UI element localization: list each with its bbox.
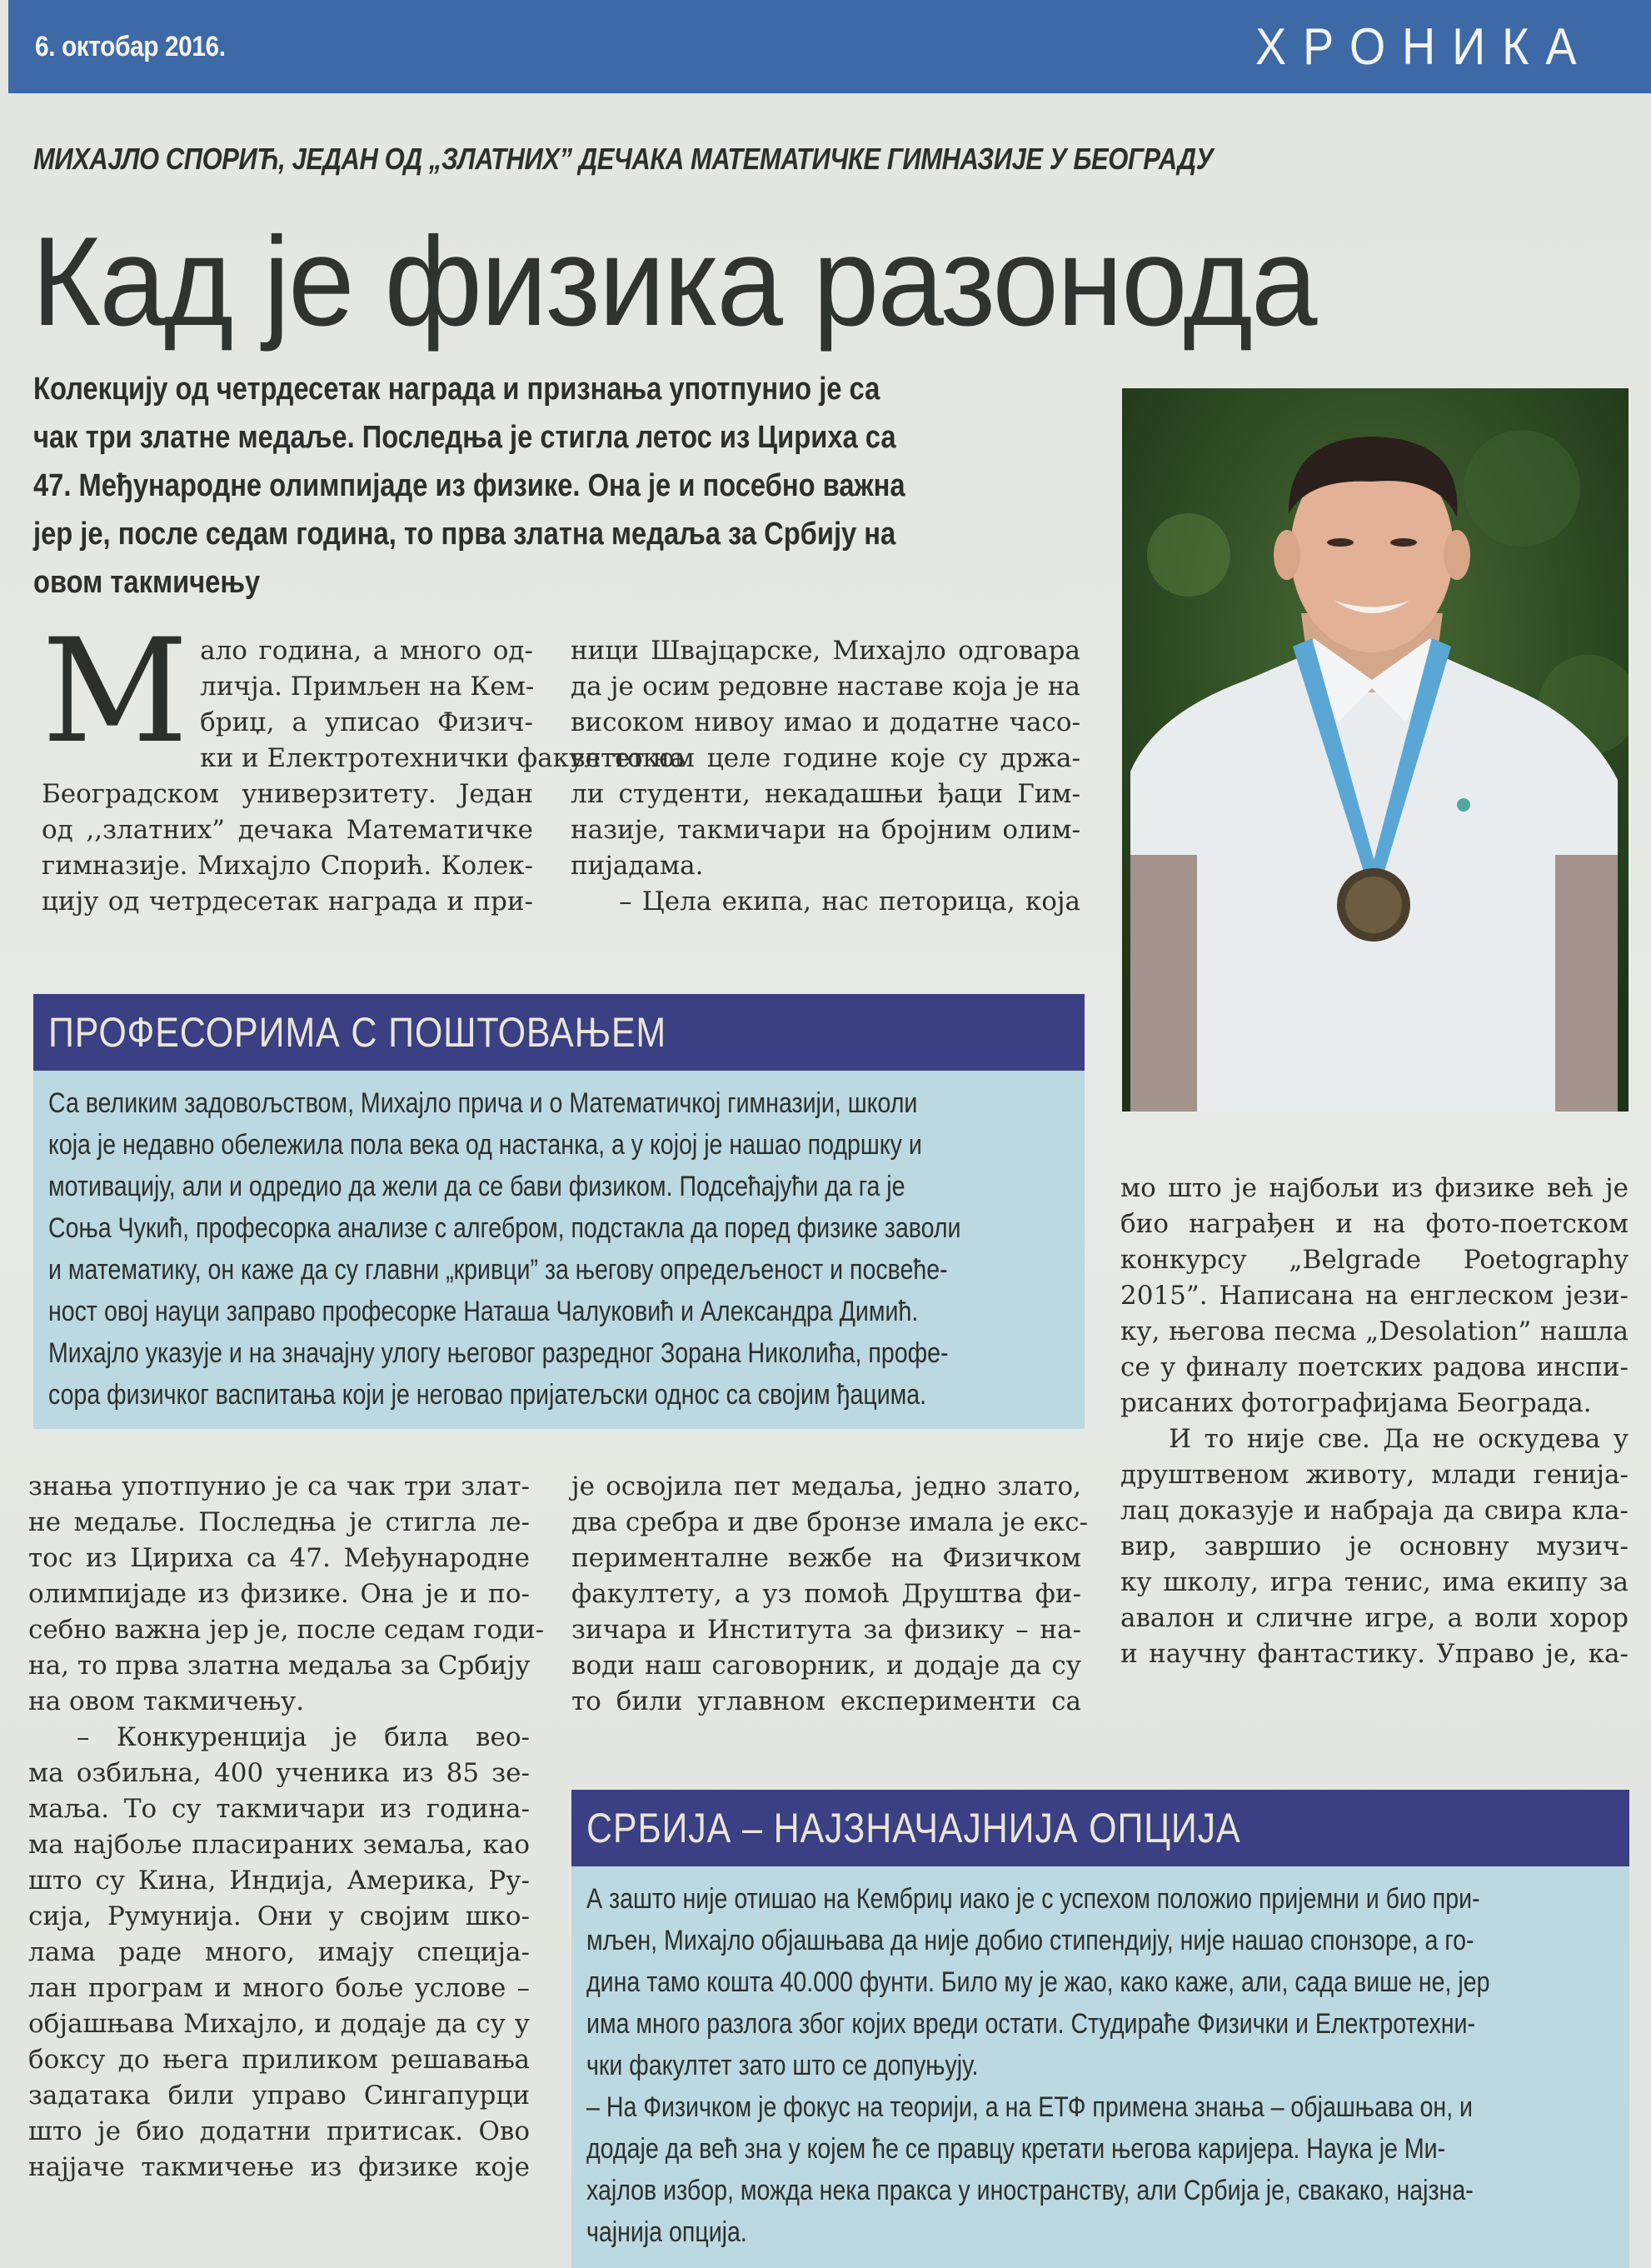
box-text-line: чајнија опција. — [586, 2216, 747, 2248]
box-text-line: Соња Чукић, професорка анализе с алгебром, подстакла да поред физике заволи — [48, 1212, 961, 1244]
text-line: тос из Цириха са 47. Међународне — [28, 1543, 530, 1573]
sidebar-box-serbia — [571, 1866, 1629, 2268]
text-line: вир, завршио је основну музич- — [1120, 1531, 1629, 1561]
text-line: – Конкуренција је била вео- — [77, 1722, 530, 1752]
text-line: цију од четрдесетак награда и при- — [42, 887, 533, 917]
body-column-2-bottom — [571, 1469, 1089, 1720]
body-column-3 — [1120, 1171, 1629, 1672]
box-text-line: чки факултет зато што се допуњују. — [586, 2050, 979, 2081]
article-lead — [33, 365, 1029, 607]
text-line: перименталне вежбе на Физичком — [571, 1543, 1081, 1573]
text-line: И то није све. Да не оскудева у — [1169, 1424, 1629, 1454]
text-line: 2015”. Написана на енглеском јези- — [1120, 1281, 1629, 1311]
text-line: ве током целе године које су држа- — [571, 743, 1080, 773]
text-line: бриџ, а уписао Физич- — [200, 707, 533, 737]
text-line: сија, Румунија. Они у својим шко- — [28, 1901, 530, 1931]
body-column-1-bottom — [28, 1469, 545, 2186]
text-line: се у финалу поетских радова инспи- — [1120, 1352, 1629, 1382]
box-text-line: мљен, Михајло објашњава да није добио стипендију, није нашао спонзоре, а го- — [586, 1925, 1474, 1956]
text-line: зичара и Института за физику – на- — [571, 1615, 1081, 1645]
box-text-line: ност овој науци заправо професорке Наташа Чалуковић и Александра Димић. — [48, 1296, 919, 1327]
text-line: на овом такмичењу. — [28, 1686, 305, 1716]
box-text-line: Са великим задовољством, Михајло прича и о Математичкој гимназији, школи — [48, 1087, 918, 1119]
text-line: ку школу, игра тенис, има екипу за — [1120, 1567, 1629, 1597]
text-line: ли студенти, некадашњи ђаци Гим- — [571, 779, 1080, 809]
text-line: води наш саговорник, и додаје да су — [571, 1651, 1081, 1681]
text-line: пијадама. — [571, 851, 704, 881]
box-text-line: која је недавно обележила пола века од настанка, а у којој је нашао подршку и — [48, 1129, 922, 1161]
text-line: – Цела екипа, нас петорица, која — [619, 887, 1080, 917]
text-line: знања употпунио је са чак три злат- — [28, 1471, 530, 1501]
box-text-line: додаје да већ зна у којем ће се правцу кретати његова каријера. Наука је Ми- — [586, 2133, 1446, 2165]
box-text-line: и математику, он каже да су главни „кривци” за његову опредељеност и посвеће- — [48, 1254, 948, 1286]
text-line: лама раде много, имају специја- — [28, 1937, 530, 1967]
masthead-bar — [8, 0, 1651, 93]
text-line: то били углавном експерименти са — [571, 1686, 1081, 1716]
text-line: назије, такмичари на бројним олим- — [571, 815, 1080, 845]
text-line: што су Кина, Индија, Америка, Ру- — [28, 1866, 530, 1896]
text-line: конкурсу „Belgrade Poetography — [1120, 1245, 1629, 1275]
text-line: Београдском универзитету. Један — [42, 779, 533, 809]
text-line: лан програм и много боље услове – — [28, 1973, 530, 2003]
text-line: ало година, а много од- — [200, 636, 533, 666]
article-kicker: МИХАЈЛО СПОРИЋ, ЈЕДАН ОД „ЗЛАТНИХ” ДЕЧАКА МАТЕМАТИЧКЕ ГИМНАЗИЈЕ У БЕОГРАДУ — [33, 142, 1214, 176]
box-text-line: Михајло указује и на значајну улогу његовог разредног Зорана Николића, профе- — [48, 1337, 949, 1369]
lead-line: Колекцију од четрдесетак награда и признања употпунио је са — [33, 372, 880, 407]
section-title: ПРОФЕСОРИМА С ПОШТОВАЊЕМ — [48, 1009, 667, 1056]
text-line: не медаље. Последња је стигла ле- — [28, 1507, 530, 1537]
article-headline: Кад је физика разонода — [32, 211, 1316, 352]
section-header-professors — [33, 994, 1085, 1071]
text-line: био награђен и на фото-поетском — [1120, 1209, 1629, 1239]
box-text-line: хајлов избор, можда нека пракса у иностранству, али Србија је, свакако, најзна- — [586, 2175, 1474, 2206]
text-line: себно важна јер је, после седам годи- — [28, 1615, 545, 1645]
sidebar-box-professors — [33, 1071, 1085, 1429]
box-text-line: – На Физичком је фокус на теорији, а на ЕТФ примена знања – објашњава он, и — [586, 2091, 1474, 2123]
text-line: и научну фантастику. Управо је, ка- — [1120, 1639, 1629, 1669]
photo-illustration — [1122, 388, 1629, 1112]
box-text-line: А зашто није отишао на Кембриџ иако је с успехом положио пријемни и био при- — [586, 1883, 1480, 1915]
lead-line: 47. Међународне олимпијаде из физике. Она је и посебно важна — [33, 468, 905, 503]
text-line: личја. Примљен на Кем- — [200, 672, 535, 702]
text-line: је освојила пет медаља, једно злато, — [571, 1471, 1081, 1501]
text-line: ма озбиљна, 400 ученика из 85 зе- — [28, 1758, 530, 1788]
text-line: авалон и сличне игре, а воли хорор — [1120, 1603, 1629, 1633]
text-line: ку, његова песма „Desolation” нашла — [1120, 1316, 1629, 1346]
text-line: на, то прва златна медаља за Србију — [28, 1651, 531, 1681]
text-line: високом нивоу имао и додатне часо- — [571, 707, 1080, 737]
text-line: што је био додатни притисак. Ово — [28, 2116, 530, 2146]
drop-cap: М — [42, 607, 189, 775]
issue-date: 6. октобар 2016. — [35, 30, 226, 62]
text-line: гимназије. Михајло Спорић. Колек- — [42, 851, 533, 881]
body-column-2-top — [571, 633, 1080, 920]
text-line: најјаче такмичење из физике које — [28, 2152, 530, 2182]
text-line: ки и Електротехнички факултет на — [200, 743, 686, 773]
box-text-line: дина тамо кошта 40.000 фунти. Било му је жао, како каже, али, сада више не, јер — [586, 1966, 1490, 1998]
text-line: објашњава Михајло, и додаје да су у — [28, 2009, 530, 2039]
text-line: лац доказује и набраја да свира кла- — [1120, 1496, 1629, 1526]
text-line: ма најбоље пласираних земаља, као — [28, 1830, 530, 1860]
text-line: ници Швајцарске, Михајло одговара — [571, 636, 1080, 666]
text-line: да је осим редовне наставе која је на — [571, 672, 1080, 702]
section-name: ХРОНИКА — [1254, 17, 1593, 76]
text-line: друштвеном животу, млади генија- — [1120, 1460, 1629, 1490]
text-line: олимпијаде из физике. Она је и по- — [28, 1579, 530, 1609]
text-line: од ,,златних” дечака Математичке — [42, 815, 533, 845]
portrait-photo — [1122, 388, 1629, 1112]
lead-line: овом такмичењу — [33, 565, 261, 600]
box-text-line: сора физичког васпитања који је неговао пријатељски однос са својим ђацима. — [48, 1379, 927, 1411]
section-title: СРБИЈА – НАЈЗНАЧАЈНИЈА ОПЦИЈА — [586, 1805, 1241, 1851]
text-line: два сребра и две бронзе имала је екс- — [571, 1507, 1089, 1537]
box-text-line: мотивацију, али и одредио да жели да се бави физиком. Подсећајући да га је — [48, 1171, 905, 1202]
text-line: задатака били управо Сингапурци — [28, 2081, 530, 2111]
text-line: рисаних фотографијама Београда. — [1120, 1388, 1592, 1418]
text-line: боксу до њега приликом решавања — [28, 2045, 530, 2075]
section-header-serbia — [571, 1790, 1629, 1866]
lead-line: јер је, после седам година, то прва златна медаља за Србију на — [33, 517, 896, 552]
text-line: факултету, а уз помоћ Друштва фи- — [571, 1579, 1081, 1609]
text-line: мо што је најбољи из физике већ је — [1120, 1173, 1629, 1203]
lead-line: чак три златне медаље. Последња је стигла летос из Цириха са — [33, 420, 896, 455]
text-line: маља. То су такмичари из година- — [28, 1794, 530, 1824]
box-text-line: има много разлога због којих вреди остати. Студираће Физички и Електротехни- — [586, 2008, 1476, 2040]
